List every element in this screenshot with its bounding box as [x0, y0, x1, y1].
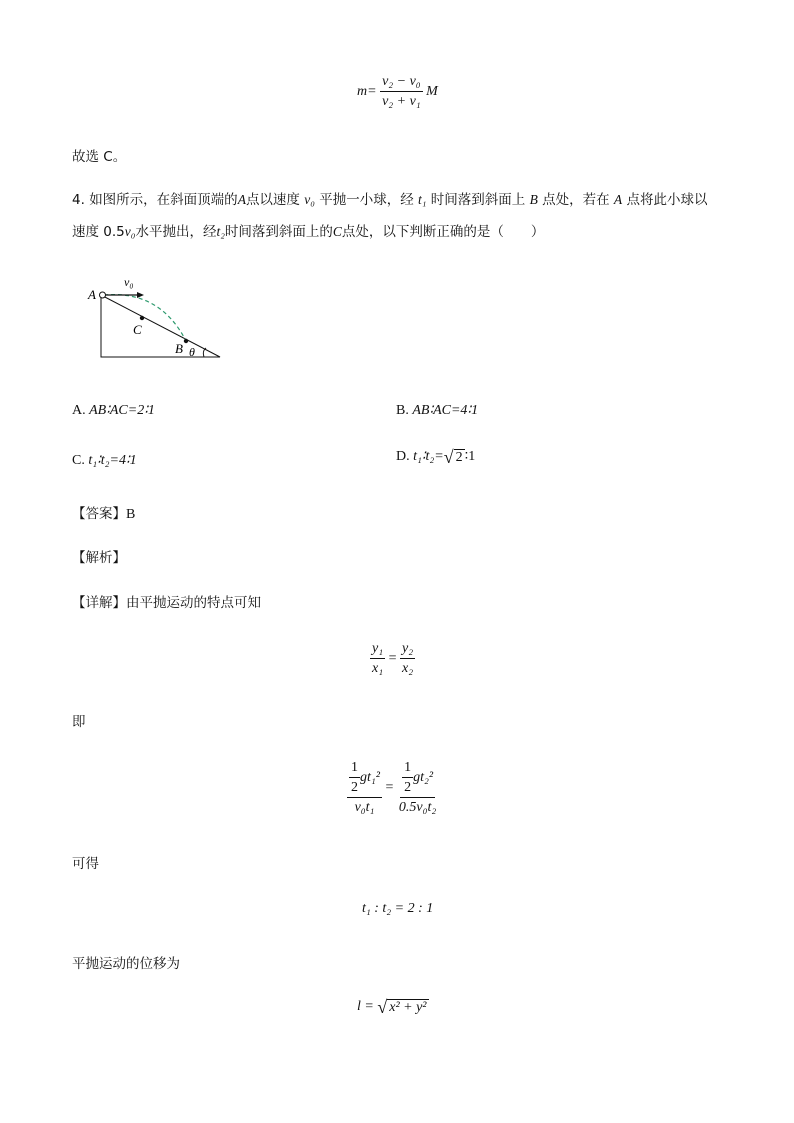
equation-m: [357, 74, 438, 110]
option-b[interactable]: [396, 402, 478, 419]
eq-m-denominator: v₂ + v₁: [382, 94, 421, 109]
answer-value: B: [126, 507, 136, 522]
previous-answer: 故选 C。: [72, 149, 127, 165]
equals: =: [385, 780, 394, 796]
equals: =: [388, 651, 397, 667]
big-frac-2: [397, 760, 438, 816]
detail-text: 由平抛运动的特点可知: [126, 595, 261, 611]
q-text: 点将此小球以: [626, 192, 708, 208]
detail-line: [72, 591, 261, 611]
den: 2: [404, 780, 412, 795]
option-a[interactable]: [72, 402, 155, 419]
option-letter: A.: [72, 403, 86, 418]
equation-ratio: [370, 641, 415, 677]
option-letter: C.: [72, 453, 85, 468]
equation-displacement: [357, 998, 429, 1016]
eq-m-rhs: M: [426, 84, 438, 100]
equation-time: [347, 760, 438, 816]
displacement-text: 平抛运动的位移为: [72, 956, 180, 972]
num: [347, 760, 382, 798]
incline-triangle: [101, 295, 220, 357]
label-theta: θ: [189, 345, 195, 359]
option-c[interactable]: [72, 452, 137, 469]
radicand: x² + y²: [389, 1000, 427, 1015]
ball-icon: [100, 292, 106, 298]
den: 0.5v₀t₂: [398, 800, 437, 815]
detail-tag: 【详解】: [72, 595, 126, 611]
incline-figure: [80, 268, 230, 363]
num: 1: [402, 760, 413, 778]
q-text: 速度 0.5: [72, 224, 125, 240]
frac-2: [400, 641, 415, 677]
num: y₁: [370, 641, 385, 659]
label-v0: v₀: [124, 275, 134, 289]
q-text: 点处，以下判断正确的是（ ）: [341, 224, 545, 240]
eq-m-fraction: [380, 74, 423, 110]
sqrt: √ x² + y²: [377, 997, 427, 1017]
eq-m-lhs: m=: [357, 84, 377, 100]
point-b-dot: [184, 339, 188, 343]
lhs: l =: [357, 999, 374, 1015]
sqrt-two: √ 2: [443, 447, 463, 467]
den: 2: [351, 780, 358, 795]
option-text: t₁∶t₂=: [413, 449, 444, 465]
q-text: 点处，若在: [542, 192, 610, 208]
question-number: 4.: [72, 192, 85, 208]
den: x₂: [402, 661, 414, 676]
equation-ratio-result: t₁ : t₂ = 2 : 1: [362, 901, 434, 916]
eq-m-numerator: v₂ − v₀: [380, 74, 423, 92]
label-c: C: [133, 322, 142, 337]
question-line-1: [72, 188, 707, 208]
g-t2: gt₂²: [413, 770, 434, 786]
label-a: A: [88, 287, 96, 302]
question-line-2: [72, 220, 544, 240]
q-v0: v₀: [304, 192, 315, 207]
option-text: ∶1: [464, 449, 476, 465]
q-t2: t₂: [216, 224, 225, 239]
q-text: 平抛一小球，经: [319, 192, 414, 208]
q-text: 如图所示，在斜面顶端的: [89, 192, 238, 208]
analysis-tag: 【解析】: [72, 550, 126, 566]
q-text: 点以速度: [245, 192, 300, 208]
q-point-a: A: [237, 192, 246, 207]
den: x₁: [372, 661, 384, 676]
velocity-arrowhead: [137, 292, 144, 298]
q-v0: v₀: [124, 224, 136, 239]
q-point-b: B: [529, 192, 538, 207]
big-frac-1: [347, 760, 382, 816]
kede-text: 可得: [72, 856, 99, 872]
q-t1: t₁: [418, 192, 427, 207]
g-t1: gt₁²: [360, 770, 380, 786]
den: v₀t₁: [354, 800, 375, 815]
q-point-a: A: [613, 192, 623, 207]
q-text: 时间落到斜面上: [430, 192, 526, 208]
option-text: t₁∶t₂=4∶1: [88, 453, 137, 468]
q-text: 时间落到斜面上的: [224, 224, 333, 240]
point-c-dot: [140, 316, 144, 320]
radicand: 2: [455, 450, 463, 465]
option-text: AB∶AC=4∶1: [412, 403, 479, 418]
ji-text: 即: [72, 714, 86, 730]
option-text: AB∶AC=2∶1: [89, 403, 155, 418]
answer-tag: 【答案】: [72, 506, 126, 522]
option-letter: B.: [396, 403, 409, 418]
num: [400, 760, 435, 798]
q-point-c: C: [332, 224, 342, 239]
answer-line: [72, 502, 135, 523]
label-b: B: [175, 341, 183, 356]
half: [349, 760, 360, 796]
option-letter: D.: [396, 449, 410, 465]
q-text: 水平抛出，经: [135, 224, 217, 240]
frac-1: [370, 641, 385, 677]
half: [402, 760, 413, 796]
num: y₂: [400, 641, 415, 659]
num: 1: [349, 760, 360, 778]
option-d[interactable]: [396, 448, 475, 466]
